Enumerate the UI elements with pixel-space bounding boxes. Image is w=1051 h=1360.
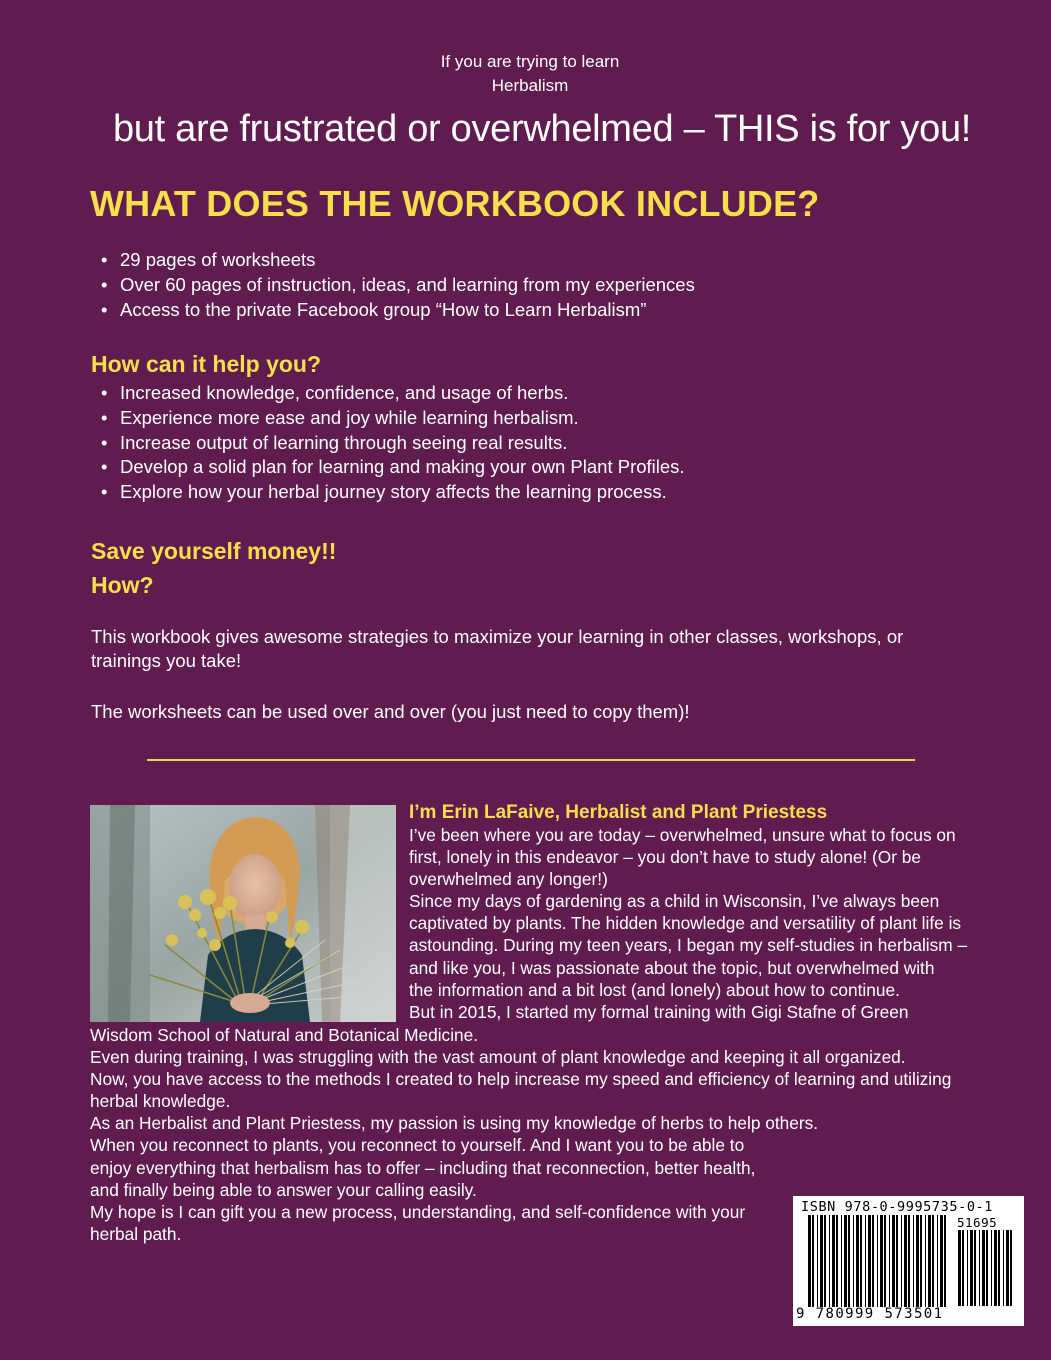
worksheets-paragraph: The worksheets can be used over and over (you just need to copy them)! <box>91 701 690 722</box>
author-heading: I’m Erin LaFaive, Herbalist and Plant Priestess <box>409 802 828 823</box>
bio-line: herbal path. <box>90 1223 182 1244</box>
list-item-text: Develop a solid plan for learning and making your own Plant Profiles. <box>120 456 685 478</box>
bio-line: Since my days of gardening as a child in Wisconsin, I’ve always been <box>409 891 940 912</box>
intro-line-2: Herbalism <box>491 76 569 95</box>
include-list <box>92 248 695 322</box>
bio-line: When you reconnect to plants, you reconnect to yourself. And I want you to be able to <box>90 1135 745 1156</box>
intro-line-1: If you are trying to learn <box>440 52 620 71</box>
bio-line: and like you, I was passionate about the topic, but overwhelmed with <box>409 957 935 978</box>
list-item <box>92 455 685 480</box>
bio-line: I’ve been where you are today – overwhelmed, unsure what to focus on <box>409 825 956 845</box>
list-item <box>92 406 685 431</box>
bio-text-right <box>409 824 979 1023</box>
bio-line: Wisdom School of Natural and Botanical Medicine. <box>90 1025 479 1045</box>
bio-line: Now, you have access to the methods I created to help increase my speed and efficiency of learning and utilizing <box>90 1069 952 1090</box>
workbook-include-heading: WHAT DOES THE WORKBOOK INCLUDE? <box>90 183 820 224</box>
bullet-icon: • <box>101 406 108 428</box>
bio-line: My hope is I can gift you a new process, understanding, and self-confidence with your <box>90 1201 746 1222</box>
list-item <box>92 480 685 505</box>
list-item <box>92 431 685 456</box>
bullet-icon: • <box>101 298 108 320</box>
ean-digits: 9 780999 573501 <box>796 1306 944 1322</box>
bio-line: enjoy everything that herbalism has to offer – including that reconnection, better health, <box>90 1157 756 1178</box>
list-item-text: 29 pages of worksheets <box>120 249 316 270</box>
isbn-barcode <box>793 1196 1024 1326</box>
bio-line: As an Herbalist and Plant Priestess, my passion is using my knowledge of herbs to help others. <box>90 1113 819 1134</box>
list-item <box>92 248 695 273</box>
bullet-icon: • <box>101 481 108 503</box>
barcode-bars-icon <box>807 1215 949 1307</box>
bio-line: captivated by plants. The hidden knowledge and versatility of plant life is <box>409 913 962 934</box>
list-item <box>92 273 695 298</box>
bio-line: But in 2015, I started my formal training with Gigi Stafne of Green <box>409 1001 909 1022</box>
list-item <box>92 298 695 323</box>
bio-line: the information and a bit lost (and lonely) about how to continue. <box>409 979 900 1000</box>
barcode-addon-bars-icon <box>957 1230 1017 1306</box>
bio-line: herbal knowledge. <box>90 1091 231 1112</box>
bio-line: overwhelmed any longer!) <box>409 869 608 890</box>
save-money-heading: Save yourself money!! <box>91 538 337 564</box>
list-item-text: Access to the private Facebook group “How to Learn Herbalism” <box>120 298 647 320</box>
how-subheading: How? <box>91 572 154 598</box>
bullet-icon: • <box>101 431 108 453</box>
bio-line: Even during training, I was struggling with the vast amount of plant knowledge and keeping it all organized. <box>90 1047 906 1068</box>
bullet-icon: • <box>101 456 108 478</box>
price-code: 51695 <box>957 1215 998 1230</box>
strategies-paragraph: This workbook gives awesome strategies to maximize your learning in other classes, workshops, or trainings you take! <box>91 626 904 671</box>
help-heading: How can it help you? <box>91 351 322 377</box>
isbn-text: ISBN 978-0-9995735-0-1 <box>801 1199 994 1215</box>
section-divider <box>147 759 915 761</box>
bio-line: astounding. During my teen years, I began my self-studies in herbalism – <box>409 935 968 956</box>
list-item-text: Increase output of learning through seeing real results. <box>120 431 568 453</box>
list-item-text: Increased knowledge, confidence, and usage of herbs. <box>120 382 569 403</box>
bullet-icon: • <box>101 273 108 295</box>
list-item <box>92 381 685 406</box>
author-photo <box>90 805 396 1022</box>
bullet-icon: • <box>101 249 108 270</box>
bullet-icon: • <box>101 382 108 403</box>
bio-line: first, lonely in this endeavor – you don’t have to study alone! (Or be <box>409 847 922 868</box>
list-item-text: Explore how your herbal journey story affects the learning process. <box>120 481 667 503</box>
list-item-text: Experience more ease and joy while learning herbalism. <box>120 406 579 428</box>
headline: but are frustrated or overwhelmed – THIS is for you! <box>112 108 972 150</box>
help-list <box>92 381 685 505</box>
bio-line: and finally being able to answer your calling easily. <box>90 1179 477 1200</box>
list-item-text: Over 60 pages of instruction, ideas, and learning from my experiences <box>120 273 695 295</box>
